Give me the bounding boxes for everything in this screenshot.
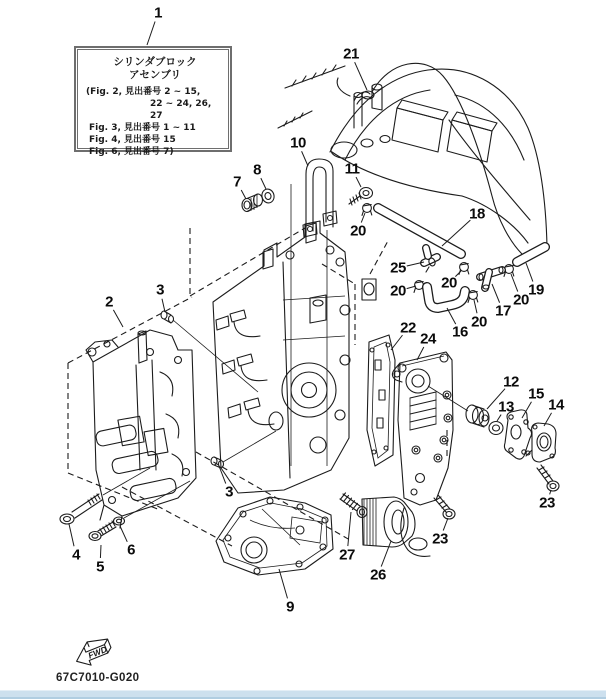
leader-line-4 (69, 524, 74, 546)
info-ref-line1: (Fig. 2, 見出番号 2 ~ 15, (86, 87, 201, 98)
callout-11: 11 (344, 160, 360, 178)
callout-8: 8 (253, 161, 261, 179)
oil-filter (362, 497, 415, 547)
callout-21: 21 (343, 45, 359, 63)
callout-13: 13 (498, 398, 514, 416)
leader-line-16 (447, 308, 456, 324)
leader-line-27 (348, 512, 351, 546)
leader-line-20 (511, 274, 518, 292)
leader-line-23 (443, 518, 448, 531)
leader-line-6 (120, 526, 127, 542)
leader-line-22 (391, 335, 402, 350)
info-ref-line4: Fig. 4, 見出番号 15 (89, 134, 176, 145)
callout-9: 9 (286, 598, 294, 616)
oil-pan-gasket (216, 497, 333, 575)
leader-line-18 (442, 220, 470, 246)
assembly-info-box (74, 46, 232, 157)
bottom-window-edge (0, 690, 606, 699)
callout-15: 15 (528, 385, 544, 403)
oil-pump-assembly (392, 352, 468, 505)
leader-line-8 (261, 178, 266, 189)
leader-line-11 (356, 177, 361, 187)
leader-line-5 (100, 545, 101, 558)
callout-27: 27 (339, 546, 355, 564)
info-ref-line2: 22 ~ 24, 26, 27 (150, 99, 212, 121)
leader-line-21 (355, 62, 367, 90)
leader-line-17 (492, 284, 500, 303)
info-ref-line3: Fig. 3, 見出番号 1 ~ 11 (89, 122, 196, 133)
leader-line-19 (526, 263, 533, 282)
leader-line-1 (147, 22, 155, 45)
oil-filter-nipple (340, 493, 367, 518)
leader-line-10 (302, 151, 308, 166)
callout-20: 20 (513, 291, 529, 309)
callout-22: 22 (400, 319, 416, 337)
leader-line-7 (241, 190, 246, 199)
leader-line-9 (279, 569, 287, 598)
info-title-line1: シリンダブロック (113, 56, 197, 68)
dowel-pins (161, 311, 276, 468)
callout-17: 17 (495, 302, 511, 320)
side-gasket (367, 335, 395, 466)
leader-line-20 (474, 300, 477, 313)
leader-line-3 (162, 299, 165, 312)
callout-3: 3 (156, 281, 164, 299)
callout-20: 20 (350, 222, 366, 240)
plug-and-washer (242, 188, 276, 212)
callout-25: 25 (390, 259, 406, 277)
callout-3: 3 (225, 483, 233, 501)
callout-23: 23 (539, 494, 555, 512)
info-ref-line5: Fig. 6, 見出番号 7) (89, 146, 174, 157)
leader-line-2 (113, 310, 123, 327)
figure-code: 67C7010-G020 (56, 672, 140, 684)
callout-23: 23 (432, 530, 448, 548)
callout-1: 1 (154, 4, 162, 22)
cylinder-block (213, 221, 376, 493)
callout-2: 2 (105, 293, 113, 311)
callout-20: 20 (471, 313, 487, 331)
callout-18: 18 (469, 205, 485, 223)
callout-24: 24 (420, 330, 436, 348)
fwd-label: FWD (86, 644, 109, 661)
callout-16: 16 (452, 323, 468, 341)
callout-14: 14 (548, 396, 564, 414)
thermostat-group (504, 410, 559, 491)
callout-12: 12 (503, 373, 519, 391)
crankcase-half (86, 330, 196, 528)
anode-bracket (291, 159, 337, 466)
leader-line-26 (381, 541, 391, 567)
hose-clips (362, 204, 514, 303)
callout-19: 19 (528, 281, 544, 299)
callout-20: 20 (390, 282, 406, 300)
leader-line-20 (407, 286, 416, 289)
callout-4: 4 (72, 546, 80, 564)
callout-6: 6 (127, 541, 135, 559)
callout-5: 5 (96, 558, 104, 576)
callout-20: 20 (441, 274, 457, 292)
assembly-info-box-inner (77, 49, 229, 157)
callout-10: 10 (290, 134, 306, 152)
flange-bolt-11 (349, 188, 373, 206)
callout-7: 7 (233, 173, 241, 191)
fwd-arrow-icon (71, 634, 114, 669)
leader-line-13 (497, 415, 501, 421)
callout-26: 26 (370, 566, 386, 584)
info-title-line2: アセンブリ (129, 69, 181, 82)
